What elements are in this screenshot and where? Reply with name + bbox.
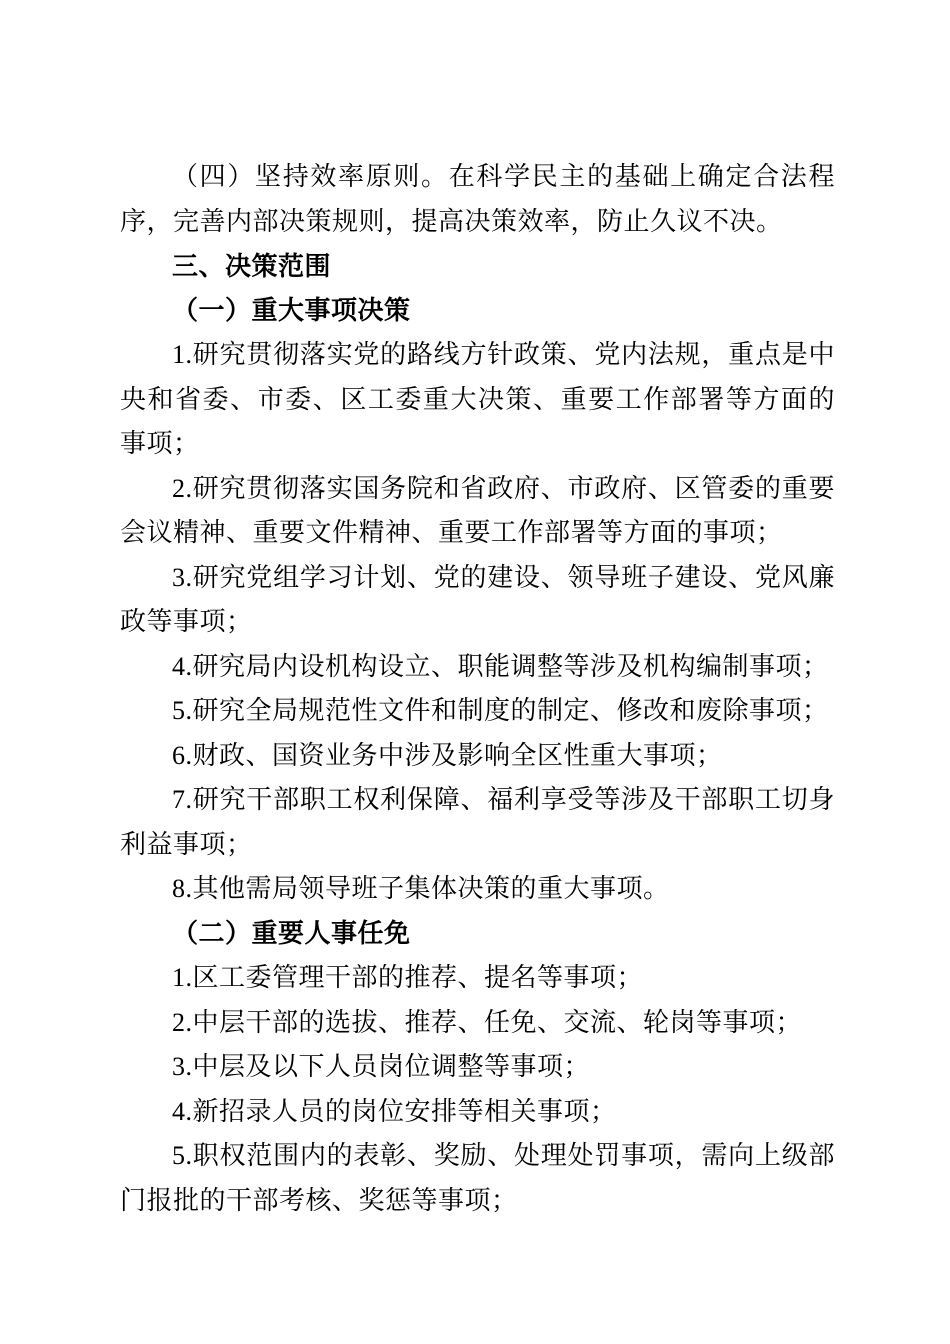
paragraph: 1.研究贯彻落实党的路线方针政策、党内法规，重点是中央和省委、市委、区工委重大决策、重要工作部署等方面的事项； [120,340,835,458]
paragraph: 3.研究党组学习计划、党的建设、领导班子建设、党风廉政等事项； [120,562,835,636]
paragraph: 5.研究全局规范性文件和制度的制定、修改和废除事项； [172,696,829,725]
paragraph: 2.中层干部的选拔、推荐、任免、交流、轮岗等事项； [172,1007,803,1037]
paragraph: 6.财政、国资业务中涉及影响全区性重大事项； [172,740,723,770]
paragraph: 4.新招录人员的岗位安排等相关事项； [172,1096,617,1126]
heading-1: 三、决策范围 [172,251,332,281]
paragraph: 7.研究干部职工权利保障、福利享受等涉及干部职工切身利益事项； [120,785,835,859]
paragraph: 2.研究贯彻落实国务院和省政府、市政府、区管委的重要会议精神、重要文件精神、重要工作部署等方面的事项； [120,473,835,547]
paragraph: 4.研究局内设机构设立、职能调整等涉及机构编制事项； [172,651,829,681]
paragraph: 1.区工委管理干部的推荐、提名等事项； [172,963,644,992]
document-body [120,155,835,1223]
paragraph: 3.中层及以下人员岗位调整等事项； [172,1052,591,1081]
paragraph: （四）坚持效率原则。在科学民主的基础上确定合法程序，完善内部决策规则，提高决策效率，防止久议不决。 [120,162,835,236]
heading-2: （一）重大事项决策 [172,295,411,325]
paragraph: 8.其他需局领导班子集体决策的重大事项。 [172,874,670,903]
heading-2: （二）重要人事任免 [172,918,411,948]
paragraph: 5.职权范围内的表彰、奖励、处理处罚事项，需向上级部门报批的干部考核、奖惩等事项； [120,1141,835,1215]
